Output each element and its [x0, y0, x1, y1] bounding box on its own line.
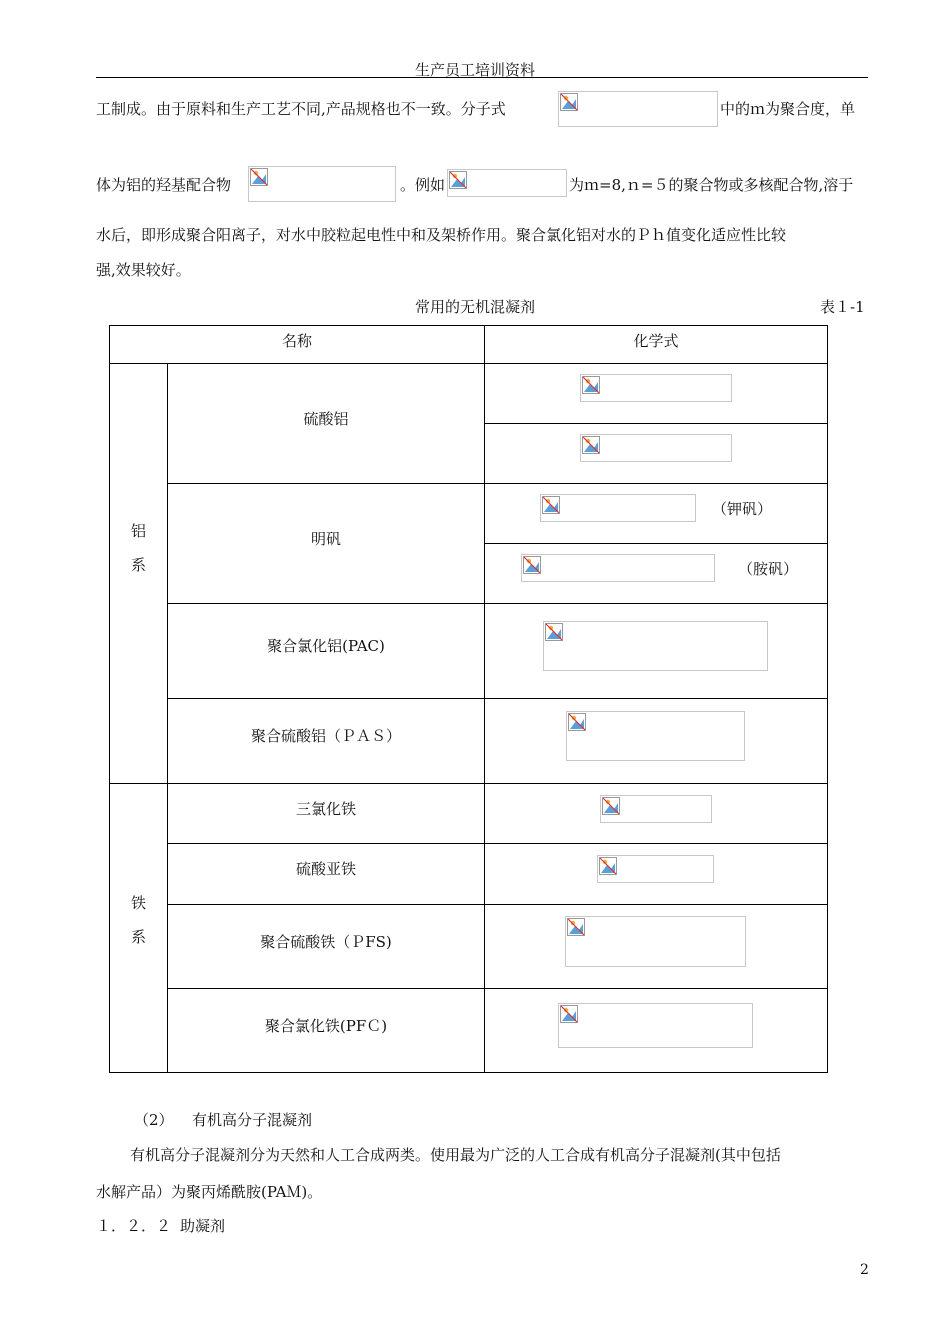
formula-image [580, 434, 732, 462]
broken-image-icon [449, 171, 467, 189]
formula-image [580, 374, 732, 402]
table-rule [484, 423, 828, 424]
group-label-aluminum: 铝 系 [130, 522, 146, 574]
table-cell-name: 明矾 [310, 530, 341, 548]
table-rule [167, 363, 168, 1073]
broken-image-icon [582, 376, 600, 394]
paragraph-line: 体为铝的羟基配合物 [96, 176, 232, 194]
section-title: 助凝剂 [180, 1217, 226, 1235]
text-segment: 工制成。由于原料和生产工艺不同,产品规格也不一致。分子式 [96, 100, 506, 118]
paragraph-line: 强,效果较好。 [96, 261, 191, 279]
table-border [827, 325, 828, 1073]
table-cell-name: 聚合氯化铁(PFＣ) [264, 1017, 388, 1035]
formula-image [565, 916, 746, 967]
table-header-formula: 化学式 [633, 332, 679, 350]
table-cell-name: 硫酸亚铁 [295, 860, 356, 878]
formula-image [558, 91, 718, 127]
formula-image [447, 169, 567, 197]
table-border [109, 325, 110, 1073]
paragraph-line: 。例如 [400, 176, 446, 194]
table-header-name: 名称 [281, 332, 312, 350]
table-rule [484, 325, 485, 1073]
table-rule [167, 698, 828, 699]
formula-image [540, 494, 696, 522]
alum-note-potassium: （钾矾） [712, 500, 773, 518]
paragraph-line [96, 99, 506, 119]
table-border [109, 1072, 828, 1073]
broken-image-icon [602, 797, 620, 815]
formula-image [521, 554, 715, 582]
group-label-iron: 铁 系 [130, 894, 146, 946]
paragraph-line: 为ｍ=8,ｎ=５的聚合物或多核配合物,溶于 [569, 176, 854, 194]
broken-image-icon [599, 857, 617, 875]
table-rule [167, 843, 828, 844]
paragraph-line: 水解产品）为聚丙烯酰胺(PAＭ)。 [96, 1183, 323, 1201]
formula-image [558, 1003, 753, 1048]
table-border [109, 325, 828, 326]
table-rule [167, 988, 828, 989]
alum-note-ammonium: （胺矾） [738, 560, 799, 578]
broken-image-icon [568, 713, 586, 731]
paragraph-line: 水后，即形成聚合阳离子，对水中胶粒起电性中和及架桥作用。聚合氯化铝对水的Ｐｈ值变化适应性比较 [96, 226, 787, 244]
table-rule [484, 543, 828, 544]
paragraph-line: 有机高分子混凝剂分为天然和人工合成两类。使用最为广泛的人工合成有机高分子混凝剂(其中包括 [130, 1146, 781, 1164]
table-cell-name: 聚合氯化铝(PAC) [267, 637, 385, 655]
formula-image [248, 166, 396, 202]
section-number: １．２．２ [96, 1217, 172, 1235]
paragraph-line-tail: 中的ｍ为聚合度，单 [720, 100, 856, 118]
table-rule [167, 483, 828, 484]
broken-image-icon [560, 93, 578, 111]
table-rule [109, 363, 828, 364]
broken-image-icon [542, 496, 560, 514]
broken-image-icon [523, 556, 541, 574]
table-rule [167, 603, 828, 604]
table-caption: 常用的无机混凝剂 [414, 298, 535, 316]
table-cell-name: 硫酸铝 [303, 410, 349, 428]
table-rule [167, 904, 828, 905]
table-cell-name: 聚合硫酸铝（ＰＡＳ） [250, 727, 401, 745]
table-rule [109, 783, 828, 784]
table-cell-name: 聚合硫酸铁（ＰFS) [260, 933, 392, 951]
header-rule [96, 77, 868, 78]
formula-image [543, 621, 768, 671]
broken-image-icon [545, 623, 563, 641]
formula-image [600, 795, 712, 823]
formula-image [566, 711, 745, 761]
broken-image-icon [567, 918, 585, 936]
broken-image-icon [582, 436, 600, 454]
table-number: 表１-1 [820, 298, 865, 316]
page-header-title: 生产员工培训资料 [414, 61, 535, 79]
broken-image-icon [250, 168, 268, 186]
formula-image [597, 855, 714, 883]
section-heading-number: （2） [134, 1111, 174, 1129]
broken-image-icon [560, 1005, 578, 1023]
page-number: 2 [860, 1262, 869, 1278]
table-cell-name: 三氯化铁 [295, 800, 356, 818]
section-heading: 有机高分子混凝剂 [192, 1111, 313, 1129]
